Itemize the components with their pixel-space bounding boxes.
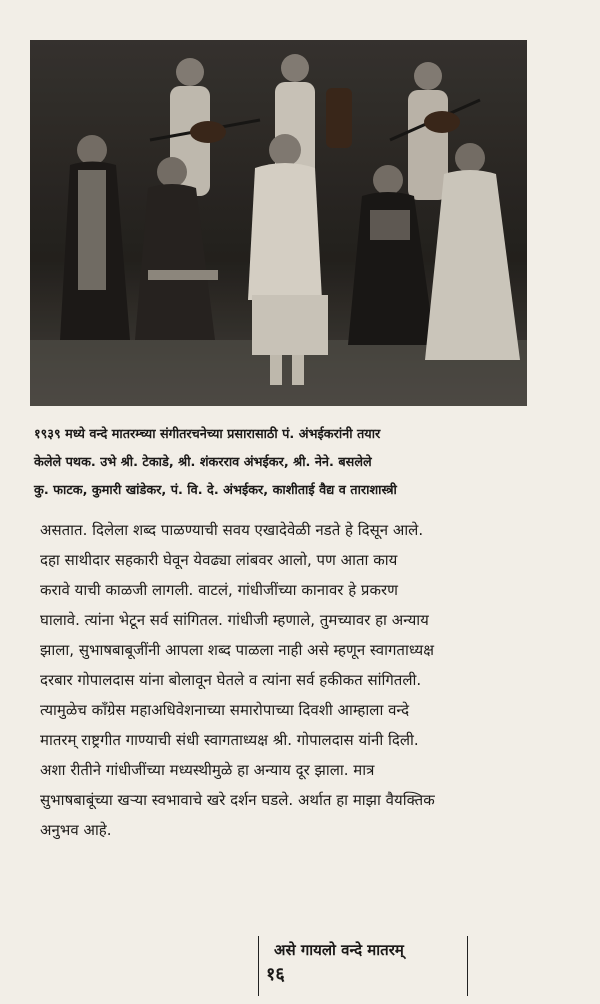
- body-line: दहा साथीदार सहकारी घेवून येवढ्या लांबवर आलो, पण आता काय: [40, 551, 398, 569]
- caption-line: कु. फाटक, कुमारी खांडेकर, पं. वि. दे. अंभईकर, काशीताई वैद्य व ताराशास्त्री: [34, 483, 397, 498]
- body-line: त्यामुळेच काँग्रेस महाअधिवेशनाच्या समारोपाच्या दिवशी आम्हाला वन्दे: [40, 701, 410, 719]
- body-line: अशा रीतीने गांधीजींच्या मध्यस्थीमुळे हा अन्याय दूर झाला. मात्र: [40, 761, 375, 779]
- caption-line: केलेले पथक. उभे श्री. टेकाडे, श्री. शंकरराव अंभईकर, श्री. नेने. बसलेले: [34, 455, 372, 470]
- group-photograph: [30, 40, 527, 406]
- page-number: १६: [266, 964, 285, 985]
- body-line: करावे याची काळजी लागली. वाटलं, गांधीजींच्या कानावर हे प्रकरण: [40, 581, 398, 599]
- body-line: दरबार गोपालदास यांना बोलावून घेतले व त्यांना सर्व हकीकत सांगितली.: [40, 671, 422, 689]
- photo-caption: [34, 421, 534, 505]
- body-line: असतात. दिलेला शब्द पाळण्याची सवय एखादेवेळी नडते हे दिसून आले.: [40, 521, 424, 539]
- body-line: मातरम् राष्ट्रगीत गाण्याची संधी स्वागताध्यक्ष श्री. गोपालदास यांनी दिली.: [40, 731, 419, 749]
- body-line: झाला, सुभाषबाबूजींनी आपला शब्द पाळला नाही असे म्हणून स्वागताध्यक्ष: [40, 641, 434, 659]
- body-line: घालावे. त्यांना भेटून सर्व सांगितल. गांधीजी म्हणाले, तुमच्यावर हा अन्याय: [40, 611, 429, 629]
- photo-illustration: [30, 40, 527, 406]
- caption-line: १९३९ मध्ये वन्दे मातरम्च्या संगीतरचनेच्या प्रसारासाठी पं. अंभईकरांनी तयार: [34, 427, 381, 442]
- body-line: सुभाषबाबूंच्या खऱ्या स्वभावाचे खरे दर्शन घडले. अर्थात हा माझा वैयक्तिक: [40, 791, 435, 809]
- body-line: अनुभव आहे.: [40, 821, 112, 839]
- running-footer-title: असे गायलो वन्दे मातरम्: [274, 941, 404, 959]
- body-paragraph: [40, 515, 535, 845]
